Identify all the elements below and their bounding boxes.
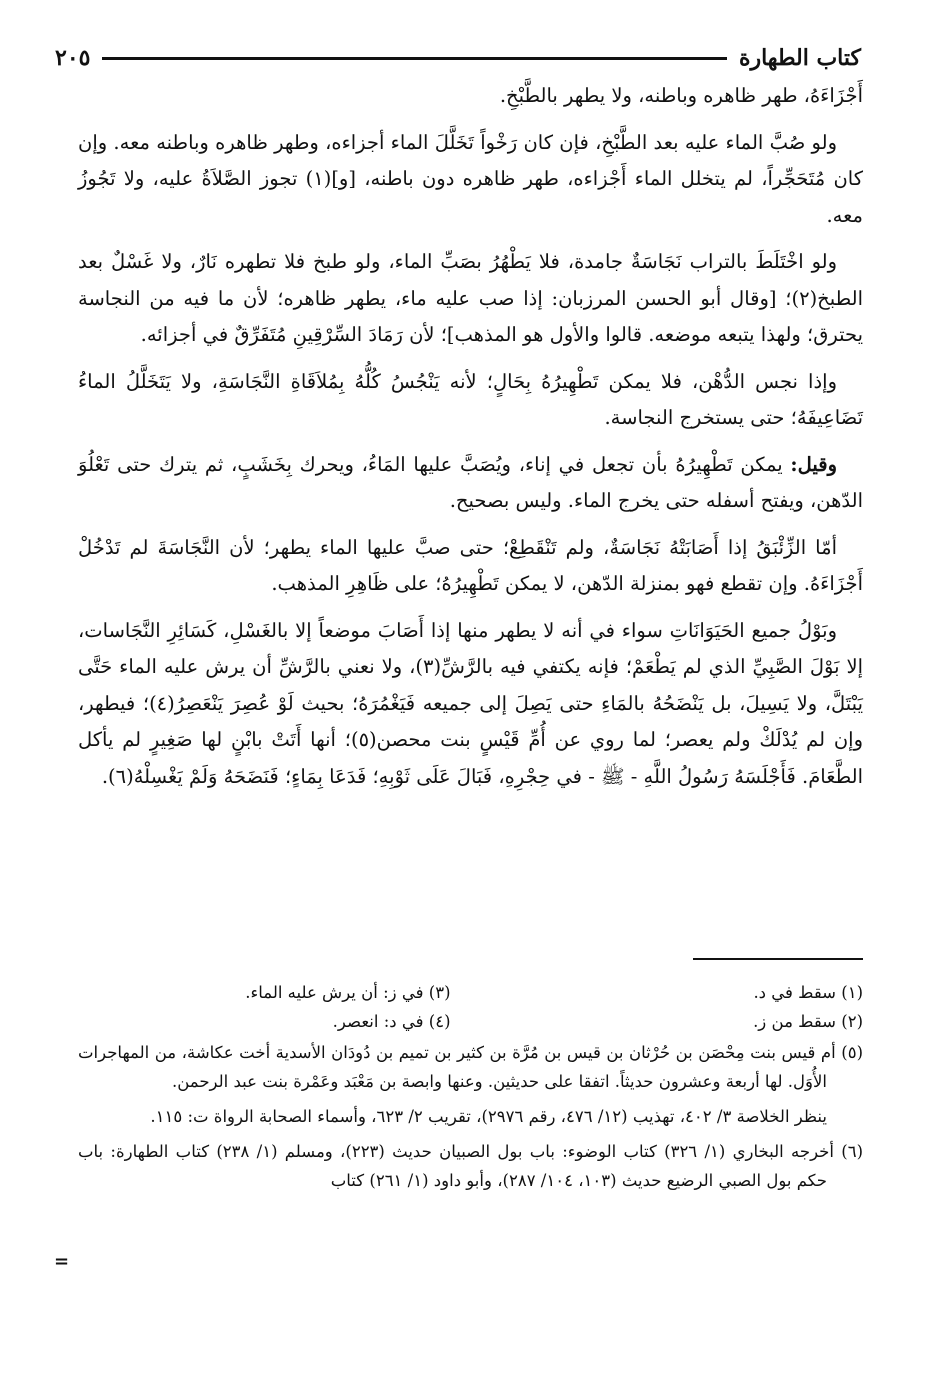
footnote-6: (٦) أخرجه البخاري (١/ ٣٢٦) كتاب الوضوء: باب بول الصبيان حديث (٢٢٣)، ومسلم (١/ ٢٣٨) كتاب الطهارة: باب حكم بول الصبي الرضيع حديث (١٠٣، ١٠٤/ ٢٨٧)، وأبو داود (١/ ٢٦١) كتاب (78, 1142, 863, 1190)
paragraph-4: وإذا نجس الدُّهْن، فلا يمكن تَطْهِيرُهُ بِحَالٍ؛ لأنه يَنْجُسُ كُلُّهُ بِمُلاَقَاةِ النَّجَاسَةِ، ولا يَتَخَلَّلُ الماءُ تَضَاعِيفَهُ؛ حتى يستخرج النجاسة. (78, 369, 863, 429)
paragraph-6: أمّا الزِّئْبَقُ إذا أَصَابَتْهُ نَجَاسَةٌ، ولم تَنْقَطِعْ؛ حتى صبَّ عليها الماء يطهر؛ لأن النَّجَاسَةَ لم تَدْخُلْ أَجْزَاءَهُ. وإن تقطع فهو بمنزلة الدّهن، لا يمكن تَطْهِيرُهُ؛ على ظَاهِرِ المذهب. (78, 535, 863, 595)
main-text (78, 78, 863, 805)
paragraph-5-lead: وقيل: (790, 452, 837, 476)
footnote-grid (78, 978, 863, 1036)
footnote-separator (693, 958, 863, 960)
footnote-5-references: ينظر الخلاصة ٣/ ٤٠٢، تهذيب (١٢/ ٤٧٦، رقم ٢٩٧٦)، تقريب ٢/ ٦٢٣، وأسماء الصحابة الرواة ت: ١١٥. (150, 1107, 827, 1126)
paragraph-5-text: يمكن تَطْهِيرُهُ بأن تجعل في إناء، ويُصَبَّ عليها المَاءُ، ويحرك بِخَشَبٍ، ثم يترك حتى تَعْلُوَ الدّهن، ويفتح أسفله حتى يخرج الماء. وليس بصحيح. (78, 452, 863, 512)
page-number: ٢٠٥ (55, 45, 91, 71)
paragraph-5 (78, 447, 863, 520)
paragraph-7: وبَوْلُ جميع الحَيَوَانَاتِ سواء في أنه لا يطهر منها إذا أَصَابَ موضعاً إلا بالغَسْلِ، كَسَائِرِ النَّجَاسات، إلا بَوْلَ الصَّبِيِّ الذي لم يَطْعَمْ؛ فإنه يكتفي فيه بالرَّشِّ(٣)، ولا نعني بالرَّشِّ أن يرش عليه الماء حَتَّى يَبْتَلَّ، ولا يَسِيلَ، بل يَنْضَحُهُ بالمَاءِ حتى يَصِلَ إلى جميعه فَيَغْمُرَهُ؛ بحيث لَوْ عُصِرَ يَنْعَصِرُ(٤)؛ فيطهر، وإن لم يُدْلَكْ ولم يعصر؛ لما روي عن أُمِّ قَيْسٍ بنت محصن(٥)؛ أنها أَتَتْ بابْنٍ لها صَغِيرٍ لم يأكل الطَّعَامَ. فَأَجْلَسَهُ رَسُولُ اللَّهِ - ﷺ - في حِجْرِهِ، فَبَالَ عَلَى ثَوْبِهِ؛ فَدَعَا بِمَاءٍ؛ فَنَضَحَهُ وَلَمْ يَغْسِلْهُ(٦). (78, 618, 864, 788)
paragraph-3: ولو اخْتَلَطَ بالتراب نَجَاسَةٌ جامدة، فلا يَطْهُرُ بصَبِّ الماء، ولو طبخ فلا تطهره نَارٌ، ولا غَسْلٌ بعد الطبخ(٢)؛ [وقال أبو الحسن المرزبان: إذا صب عليه ماء، يطهر ظاهره؛ لأن ما فيه من النجاسة يحترق؛ ولهذا يتبعه موضعه. قالوا والأول هو المذهب]؛ لأن رَمَادَ السِّرْقِينِ مُتَفَرِّقٌ في أجزائه. (78, 250, 863, 346)
footnote-1: (١) سقط في د. (753, 983, 863, 1002)
continuation-mark: = (54, 1251, 70, 1272)
footnote-3: (٣) في ز: أن يرش عليه الماء. (245, 983, 451, 1002)
header-rule (102, 57, 727, 60)
footnote-4: (٤) في د: انعصر. (332, 1012, 451, 1031)
running-header (55, 38, 861, 78)
footnotes (78, 978, 863, 1195)
paragraph-2: ولو صُبَّ الماء عليه بعد الطَّبْخِ، فإن كان رَخْواً تَخَلَّلَ الماء أجزاءه، وطهر ظاهره وباطنه معه. وإن كان مُتَحَجِّراً، لم يتخلل الماء أَجْزاءه، طهر ظاهره دون باطنه، [و](١) تجوز الصَّلاَةُ عليه، ولا تَجُوزُ معه. (78, 130, 863, 227)
footnote-5: (٥) أم قيس بنت مِحْصَن بن حُرْثان بن قيس بن مُرَّة بن كثير بن تميم بن دُودَان الأسدية أخت عكاشة، من المهاجرات الأُوَل. لها أربعة وعشرون حديثاً. اتفقا على حديثين. وعنها وابصة بن مَعْبَد وعَمْرة بنت عبد الرحمن. (78, 1043, 863, 1091)
footnote-2: (٢) سقط من ز. (753, 1012, 863, 1031)
chapter-title: كتاب الطهارة (738, 45, 861, 71)
paragraph-1: أَجْزَاءَهُ، طهر ظاهره وباطنه، ولا يطهر بالطَّبْخِ. (499, 84, 863, 107)
